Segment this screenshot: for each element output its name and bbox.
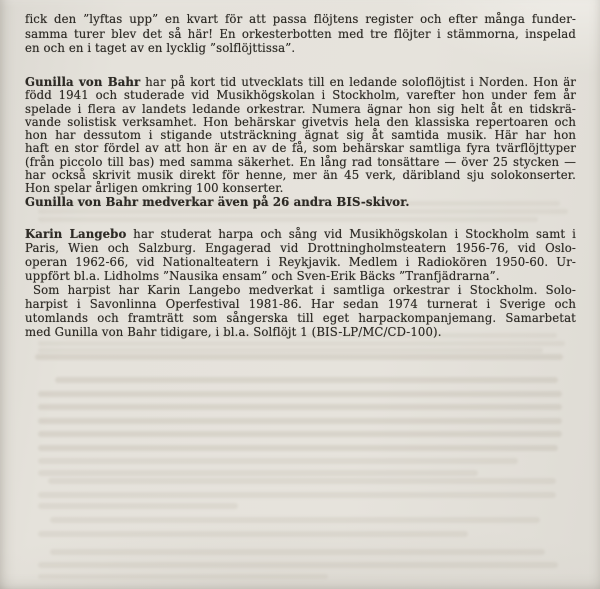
text-fragment: har studerat harpa och sång vid Musikhögskolan i Stockholm samt i <box>126 227 576 241</box>
text-line: har också skrivit musik direkt för henne, mer än 45 verk, däribland sju solokonserter. <box>25 168 576 183</box>
text-line: Hon spelar årligen omkring 100 konserter. <box>25 181 284 196</box>
text-line: född 1941 och studerade vid Musikhögskolan i Stockholm, varefter hon under fem år <box>25 88 576 103</box>
text-line: fick den ”lyftas upp” en kvart för att passa flöjtens register och efter många funder- <box>25 12 576 26</box>
text-line: operan 1962-66, vid Nationalteatern i Reykjavik. Medlem i Radiokören 1950-60. Ur- <box>25 255 576 269</box>
person-name-karin: Karin Langebo <box>25 227 127 241</box>
text-line: hon har dessutom i stigande utsträckning ägnat sig åt samtida musik. Här har hon <box>25 128 576 143</box>
text-line: samma turer blev det så här! En orkesterbotten med tre flöjter i stämmorna, inspelad <box>25 26 576 41</box>
text-line: vande solistisk verksamhet. Hon behärskar givetvis hela den klassiska repertoaren och <box>25 114 576 129</box>
text-line: haft en stor fördel av att hon är en av de få, som behärskar samtliga fyra tvärflöjttyper <box>25 141 576 156</box>
text-line <box>25 227 576 241</box>
paragraph-intro <box>25 12 576 56</box>
text-line: med Gunilla von Bahr tidigare, i bl.a. Solflöjt 1 (BIS-LP/MC/CD-100). <box>25 325 442 339</box>
text-line: spelade i flera av landets ledande orkestrar. Numera ägnar hon sig helt åt en tidskrä- <box>25 101 576 116</box>
text-line: en och en i taget av en lycklig ”solflöjttissa”. <box>25 41 296 55</box>
text-line: (från piccolo till bas) med samma säkerhet. En lång rad tonsättare — över 25 stycken — <box>25 154 576 169</box>
text-line: harpist i Savonlinna Operfestival 1981-86. Har sedan 1974 turnerat i Sverige och <box>25 297 576 311</box>
bis-discography-note: Gunilla von Bahr medverkar även på 26 andra BIS-skivor. <box>25 194 410 209</box>
text-line <box>25 76 576 89</box>
text-line: Paris, Wien och Salzburg. Engagerad vid Drottningholmsteatern 1956-76, vid Oslo- <box>25 241 576 255</box>
text-line: Som harpist har Karin Langebo medverkat i samtliga orkestrar i Stockholm. Solo- <box>33 283 576 297</box>
text-line: utomlands och framträtt som sångerska till eget harpackompanjemang. Samarbetat <box>25 311 576 325</box>
person-name-gunilla: Gunilla von Bahr <box>25 75 141 89</box>
text-line: uppfört bl.a. Lidholms ”Nausika ensam” och Sven-Erik Bäcks ”Tranfjädrarna”. <box>25 269 500 283</box>
paragraph-gunilla-von-bahr <box>25 76 576 209</box>
paragraph-karin-langebo <box>25 227 576 339</box>
text-fragment: har på kort tid utvecklats till en ledande soloflöjtist i Norden. Hon är <box>140 75 577 89</box>
